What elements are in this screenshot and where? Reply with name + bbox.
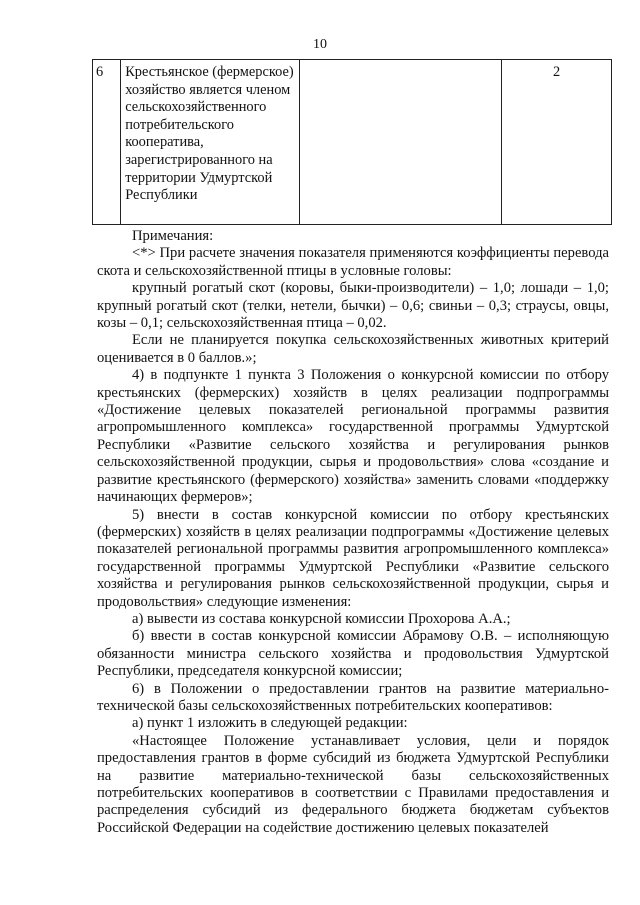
table-row	[93, 60, 612, 225]
paragraph: а) вывести из состава конкурсной комиссии Прохорова А.А.;	[132, 610, 511, 627]
paragraph: 4) в подпункте 1 пункта 3 Положения о конкурсной комиссии по отбору крестьянских (фермерских) хозяйств в целях реализации подпрограммы «Достижение целевых показателей региональной программы развития агропромышленного комплекса» государственной программы Удмуртской Республики «Развитие сельского хозяйства и регулирования рынков сельскохозяйственной продукции, сырья и продовольствия» слова «создание и развитие крестьянского (фермерского) хозяйства» заменить словами «поддержку начинающих фермеров»;	[97, 367, 609, 506]
criterion-cell: Крестьянское (фермерское) хозяйство является членом сельскохозяйственного потребительского кооператива, зарегистрированного на территории Удмуртской Республики	[121, 60, 299, 225]
paragraph: Если не планируется покупка сельскохозяйственных животных критерий оценивается в 0 баллов.»;	[97, 332, 609, 366]
page-number: 10	[313, 37, 327, 52]
paragraph: б) ввести в состав конкурсной комиссии Абрамову О.В. – исполняющую обязанности министра сельского хозяйства и продовольствия Удмуртской Республики, председателя конкурсной комиссии;	[97, 628, 609, 680]
paragraph: а) пункт 1 изложить в следующей редакции:	[132, 715, 408, 732]
document-body	[97, 228, 609, 837]
score-cell: 2	[502, 60, 612, 225]
paragraph: «Настоящее Положение устанавливает условия, цели и порядок предоставления грантов в форме субсидий из бюджета Удмуртской Республики на развитие материально-технической базы сельскохозяйственных потребительских кооперативов в соответствии с Правилами предоставления и распределения субсидий из федерального бюджета бюджетам субъектов Российской Федерации на содействие достижению целевых показателей	[97, 732, 609, 836]
empty-cell	[299, 60, 502, 225]
paragraph: 5) внести в состав конкурсной комиссии по отбору крестьянских (фермерских) хозяйств в целях реализации подпрограммы «Достижение целевых показателей региональной программы развития агропромышленного комплекса» государственной программы Удмуртской Республики «Развитие сельского хозяйства и регулирования рынков сельскохозяйственной продукции, сырья и продовольствия» следующие изменения:	[97, 506, 609, 610]
paragraph: крупный рогатый скот (коровы, быки-производители) – 1,0; лошади – 1,0; крупный рогатый скот (телки, нетели, бычки) – 0,6; свиньи – 0,3; страусы, овцы, козы – 0,1; сельскохозяйственная птица – 0,02.	[97, 280, 609, 332]
criteria-table	[92, 59, 612, 225]
row-number-cell: 6	[93, 60, 121, 225]
notes-heading: Примечания:	[132, 228, 214, 244]
paragraph: 6) в Положении о предоставлении грантов на развитие материально-технической базы сельскохозяйственных потребительских кооперативов:	[97, 680, 609, 714]
paragraph: <*> При расчете значения показателя применяются коэффициенты перевода скота и сельскохозяйственной птицы в условные головы:	[97, 245, 609, 279]
